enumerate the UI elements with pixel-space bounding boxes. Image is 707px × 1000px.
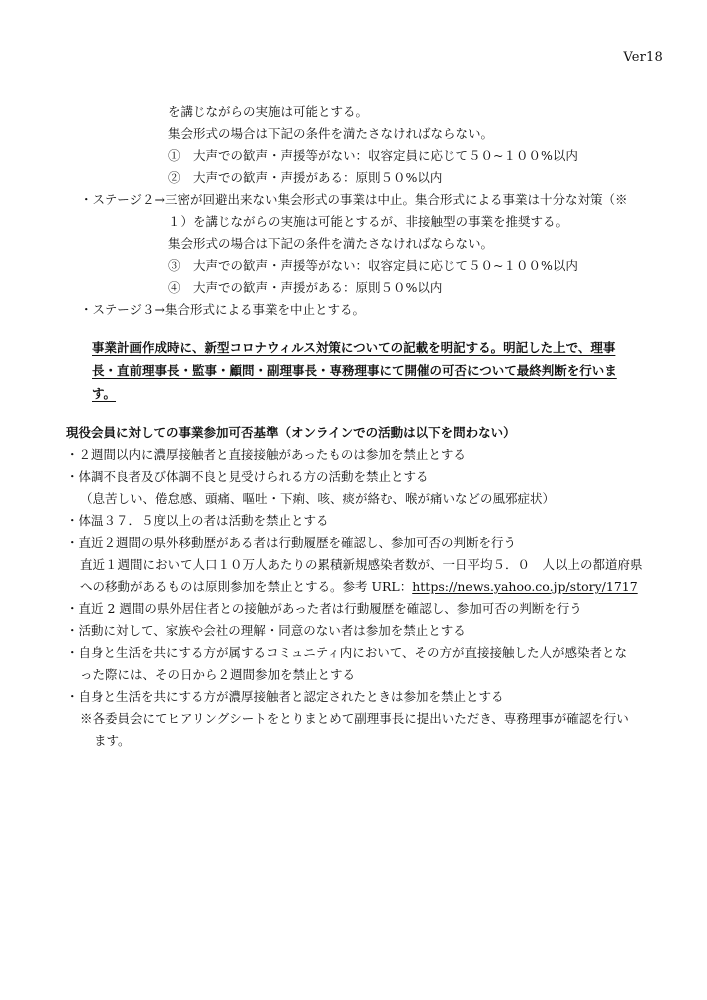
notice-line: 事業計画作成時に、新型コロナウィルス対策についての記載を明記する。明記した上で、理事 <box>92 340 616 355</box>
criteria-title: 現役会員に対しての事業参加可否基準（オンラインでの活動は以下を問わない） <box>66 425 516 440</box>
criteria-item-detail <box>80 579 638 595</box>
text-line: を講じながらの実施は可能とする。 <box>168 104 369 119</box>
criteria-item-detail: （息苦しい、倦怠感、頭痛、嘔吐・下痢、咳、痰が絡む、喉が痛いなどの風邪症状） <box>80 491 556 506</box>
condition-item-4: ④ 大声での歓声・声援がある：原則５０%以内 <box>168 280 443 295</box>
text-line: 集会形式の場合は下記の条件を満たさなければならない。 <box>168 126 494 141</box>
reference-text: への移動があるものは原則参加を禁止とする。参考 URL： <box>80 579 413 594</box>
notice-line: 長・直前理事長・監事・顧問・副理事長・専務理事にて開催の可否について最終判断を行いま <box>92 363 617 378</box>
criteria-item: ・２週間以内に濃厚接触者と直接接触があったものは参加を禁止とする <box>66 447 466 462</box>
criteria-item: ・体調不良者及び体調不良と見受けられる方の活動を禁止とする <box>66 469 429 484</box>
version-label: Ver18 <box>623 50 663 65</box>
text-line: １）を講じながらの実施は可能とするが、非接触型の事業を推奨する。 <box>168 214 569 229</box>
stage-2-line: ・ステージ２→三密が回避出来ない集会形式の事業は中止。集合形式による事業は十分な対策（※ <box>80 192 628 207</box>
criteria-item: ・自身と生活を共にする方が濃厚接触者と認定されたときは参加を禁止とする <box>66 689 504 704</box>
criteria-item: ・直近２週間の県外移動歴がある者は行動履歴を確認し、参加可否の判断を行う <box>66 535 517 550</box>
criteria-item: ・自身と生活を共にする方が属するコミュニティ内において、その方が直接接触した人が感染者とな <box>66 645 628 660</box>
note-line: ます。 <box>94 733 131 748</box>
criteria-item: ・活動に対して、家族や会社の理解・同意のない者は参加を禁止とする <box>66 623 466 638</box>
condition-item-2: ② 大声での歓声・声援がある：原則５０%以内 <box>168 170 443 185</box>
reference-url-link[interactable]: https://news.yahoo.co.jp/story/1717 <box>412 579 638 594</box>
criteria-item: ・体温３７．５度以上の者は活動を禁止とする <box>66 513 329 528</box>
notice-line: す。 <box>92 386 117 401</box>
criteria-item-detail: 直近１週間において人口１０万人あたりの累積新規感染者数が、一日平均５．０ 人以上の都道府県 <box>80 557 643 572</box>
note-line: ※各委員会にてヒアリングシートをとりまとめて副理事長に提出いただき、専務理事が確認を行い <box>80 711 629 726</box>
text-line: 集会形式の場合は下記の条件を満たさなければならない。 <box>168 236 494 251</box>
criteria-item-detail: った際には、その日から２週間参加を禁止とする <box>80 667 356 682</box>
condition-item-3: ③ 大声での歓声・声援等がない：収容定員に応じて５０~１００%以内 <box>168 258 578 273</box>
condition-item-1: ① 大声での歓声・声援等がない：収容定員に応じて５０~１００%以内 <box>168 148 578 163</box>
criteria-item: ・直近 2 週間の県外居住者との接触があった者は行動履歴を確認し、参加可否の判断を行う <box>66 601 582 616</box>
stage-3-line: ・ステージ３→集合形式による事業を中止とする。 <box>80 302 365 317</box>
